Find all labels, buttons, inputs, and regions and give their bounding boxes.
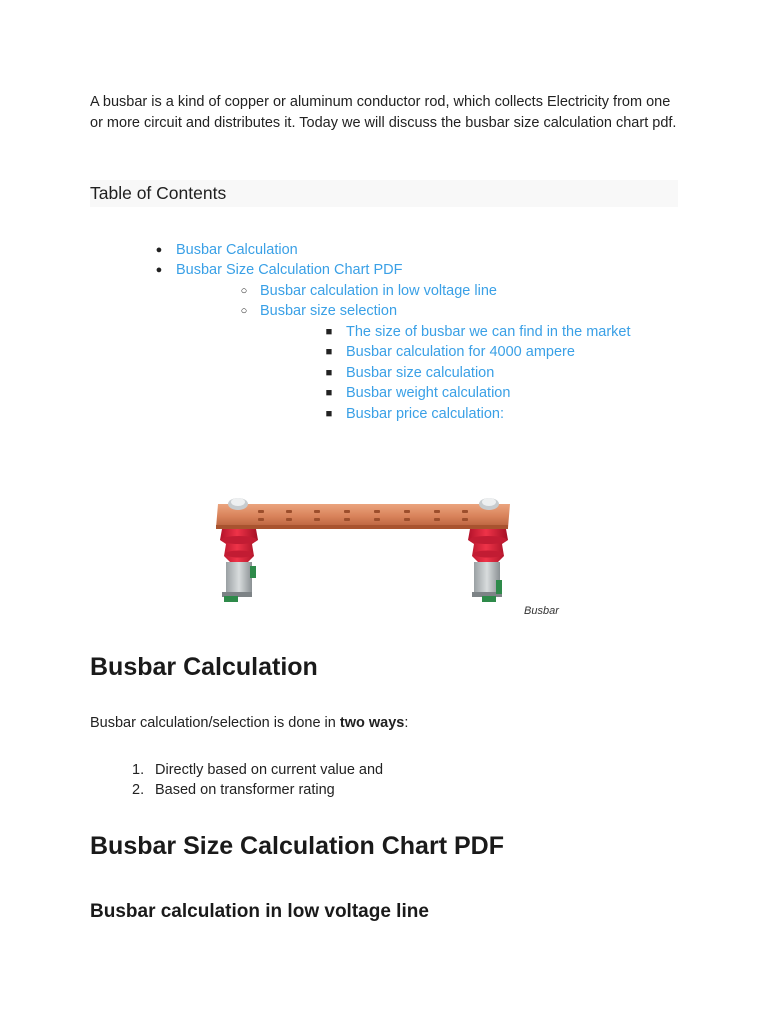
section1-text: Busbar calculation/selection is done in — [90, 715, 340, 731]
bullet-icon: ● — [155, 264, 163, 276]
toc-link-market-sizes[interactable]: The size of busbar we can find in the market — [346, 324, 631, 340]
toc-link-busbar-size-calculation[interactable]: Busbar size calculation — [346, 365, 495, 381]
heading-busbar-size-calculation-chart-pdf: Busbar Size Calculation Chart PDF — [90, 832, 504, 860]
bullet-icon: ■ — [325, 408, 333, 420]
list-number: 2. — [132, 782, 145, 798]
toc-link-busbar-size-selection[interactable]: Busbar size selection — [260, 303, 398, 319]
section1-intro — [90, 713, 408, 733]
table-of-contents-header — [90, 180, 678, 207]
heading-busbar-calculation: Busbar Calculation — [90, 653, 318, 681]
bullet-icon: ■ — [325, 326, 333, 338]
section1-bold-text: two ways — [339, 715, 405, 731]
toc-title: Table of Contents — [90, 183, 227, 203]
intro-paragraph: A busbar is a kind of copper or aluminum conductor rod, which collects Electricity from one or more circuit and distributes it. Today we will discuss the busbar size calculation chart pdf. — [90, 94, 677, 131]
toc-link-4000-ampere[interactable]: Busbar calculation for 4000 ampere — [346, 344, 575, 360]
toc-link-busbar-calculation[interactable]: Busbar Calculation — [176, 242, 298, 258]
bullet-icon: ○ — [240, 305, 248, 317]
bullet-icon: ■ — [325, 367, 333, 379]
list-item — [132, 780, 335, 800]
list-item-text: Directly based on current value and — [155, 762, 384, 778]
toc-link-busbar-weight-calculation[interactable]: Busbar weight calculation — [346, 385, 511, 401]
subheading-low-voltage-line: Busbar calculation in low voltage line — [90, 901, 429, 922]
bullet-icon: ● — [155, 244, 163, 256]
figure-caption: Busbar — [524, 605, 559, 617]
list-item — [132, 760, 383, 780]
busbar-image — [212, 492, 518, 608]
toc-link-low-voltage-line[interactable]: Busbar calculation in low voltage line — [260, 283, 497, 299]
list-item-text: Based on transformer rating — [155, 782, 335, 798]
section1-text-end: : — [404, 715, 409, 731]
list-number: 1. — [132, 762, 145, 778]
toc-link-busbar-size-calculation-chart-pdf[interactable]: Busbar Size Calculation Chart PDF — [176, 262, 403, 278]
toc-link-busbar-price-calculation[interactable]: Busbar price calculation: — [346, 406, 504, 422]
bullet-icon: ■ — [325, 387, 333, 399]
bullet-icon: ■ — [325, 346, 333, 358]
bullet-icon: ○ — [240, 285, 248, 297]
